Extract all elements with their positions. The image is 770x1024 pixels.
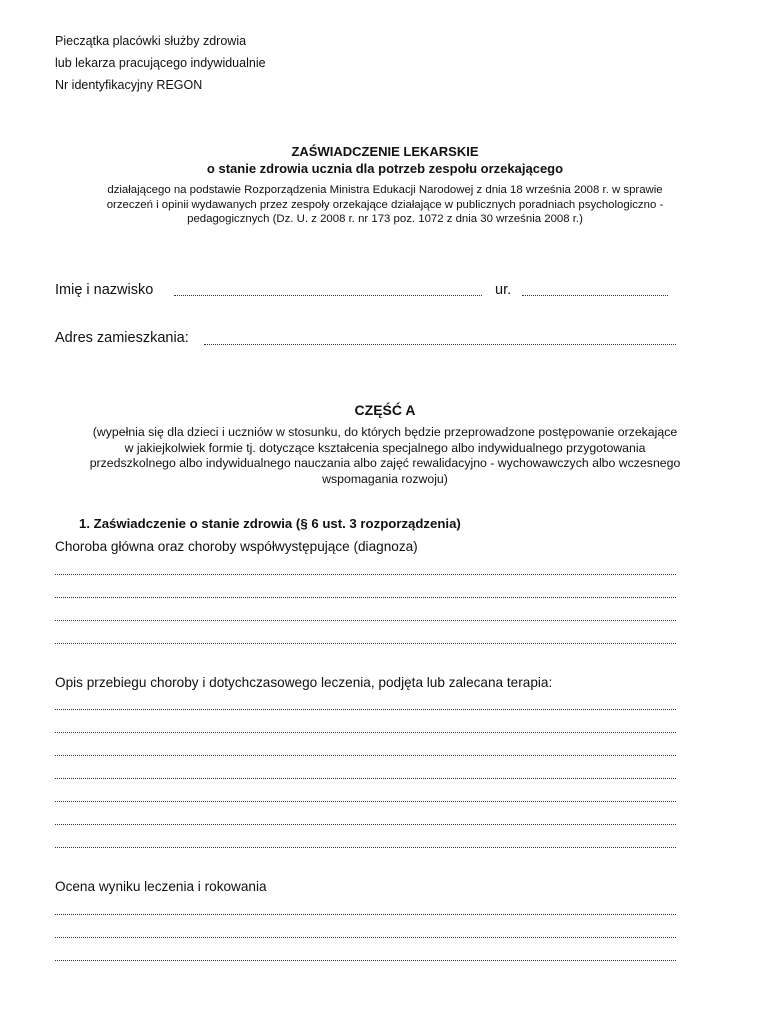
legal-basis-line: pedagogicznych (Dz. U. z 2008 r. nr 173 poz. 1072 z dnia 30 września 2008 r.) (187, 213, 583, 225)
legal-basis (40, 183, 730, 227)
diagnosis-line[interactable] (55, 597, 676, 598)
address-label: Adres zamieszkania: (55, 330, 189, 346)
document-subtitle: o stanie zdrowia ucznia dla potrzeb zespołu orzekającego (206, 161, 564, 176)
section-a-description-line: w jakiejkolwiek formie tj. dotyczące kształcenia specjalnego albo indywidualnego przygotowania (124, 440, 646, 455)
outcome-line[interactable] (55, 914, 676, 915)
name-label: Imię i nazwisko (55, 282, 154, 298)
treatment-course-line[interactable] (55, 778, 676, 779)
name-field[interactable] (174, 295, 482, 296)
treatment-course-line[interactable] (55, 755, 676, 756)
section-a-description-line: (wypełnia się dla dzieci i uczniów w stosunku, do których będzie przeprowadzone postępowanie orzekające (92, 425, 678, 439)
treatment-course-line[interactable] (55, 847, 676, 848)
treatment-course-line[interactable] (55, 709, 676, 710)
treatment-course-line[interactable] (55, 801, 676, 802)
stamp-line-doctor: lub lekarza pracującego indywidualnie (55, 56, 266, 70)
section-a-title: CZĘŚĆ A (354, 402, 416, 418)
legal-basis-line: działającego na podstawie Rozporządzenia Ministra Edukacji Narodowej z dnia 18 września 2008 r. w sprawie (107, 184, 663, 196)
question-1-heading: 1. Zaświadczenie o stanie zdrowia (§ 6 ust. 3 rozporządzenia) (79, 516, 461, 531)
document-title: ZAŚWIADCZENIE LEKARSKIE (291, 144, 479, 159)
stamp-line-facility: Pieczątka placówki służby zdrowia (55, 34, 247, 48)
birth-field[interactable] (522, 295, 668, 296)
legal-basis-line: orzeczeń i opinii wydawanych przez zespoły orzekające działające w publicznych poradniach psychologiczno - (106, 198, 664, 211)
diagnosis-label: Choroba główna oraz choroby współwystępujące (diagnoza) (55, 539, 418, 554)
section-a-description (40, 425, 730, 487)
stamp-line-regon: Nr identyfikacyjny REGON (55, 78, 203, 92)
outcome-line[interactable] (55, 937, 676, 938)
outcome-line[interactable] (55, 960, 676, 961)
diagnosis-line[interactable] (55, 643, 676, 644)
section-a-description-line: przedszkolnego albo indywidualnego nauczania albo zajęć rewalidacyjno - wychowawczych albo wczesnego (89, 456, 681, 470)
section-a-description-line: wspomagania rozwoju) (322, 471, 448, 486)
treatment-course-label: Opis przebiegu choroby i dotychczasowego leczenia, podjęta lub zalecana terapia: (55, 675, 553, 690)
treatment-course-line[interactable] (55, 824, 676, 825)
treatment-course-line[interactable] (55, 732, 676, 733)
outcome-label: Ocena wyniku leczenia i rokowania (55, 879, 267, 894)
diagnosis-line[interactable] (55, 620, 676, 621)
address-field[interactable] (204, 344, 676, 345)
birth-label: ur. (495, 282, 512, 298)
diagnosis-line[interactable] (55, 574, 676, 575)
